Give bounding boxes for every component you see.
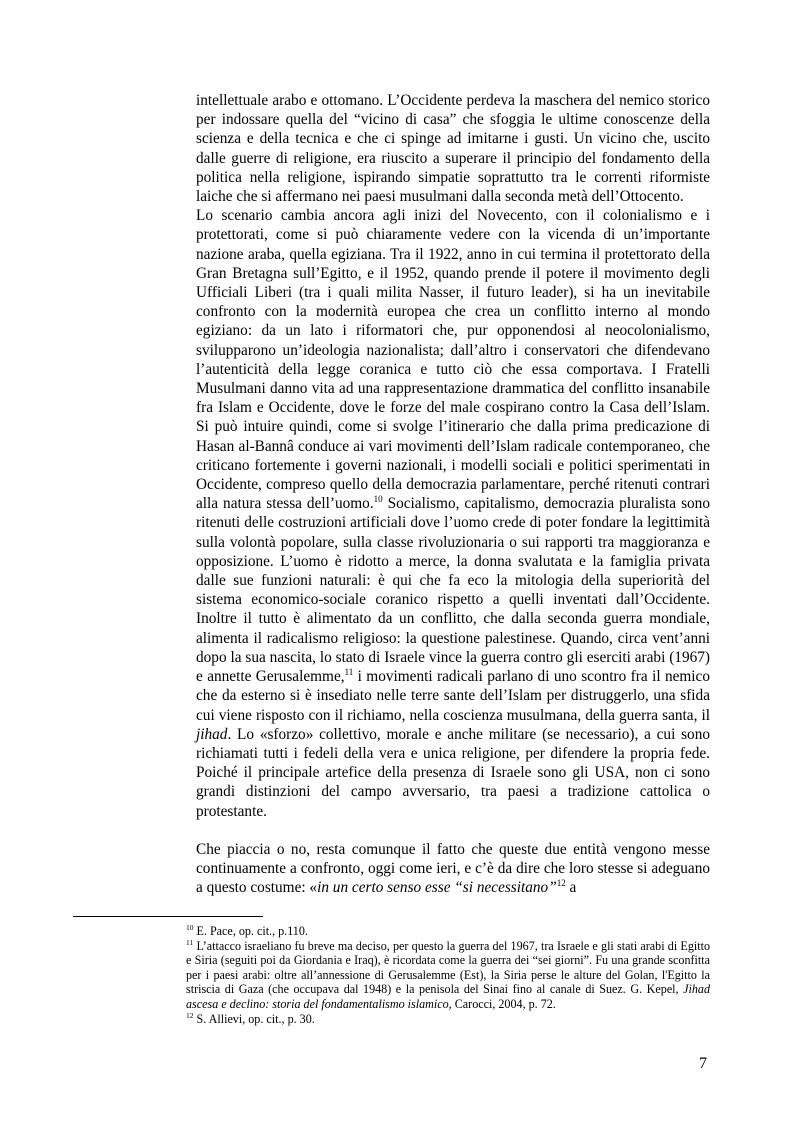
footnote-ref-12[interactable]: 12: [556, 878, 566, 889]
footnote-separator: [73, 916, 263, 917]
footnote-ref-10[interactable]: 10: [373, 494, 383, 505]
paragraph-3: Che piaccia o no, resta comunque il fatto che queste due entità vengono messe continuamente a confronto, oggi come ieri, e c’è da dire che loro stesse si adeguano a questo costume: «in un certo senso esse “si necessitano”$^{12}$ a: [196, 840, 710, 897]
body-text: [196, 91, 710, 897]
book-title: Jihad ascesa e declino: storia del fondamentalismo islamico,: [186, 982, 710, 1011]
footnote-number: 10: [186, 922, 194, 932]
footnote-ref-11[interactable]: 11: [344, 667, 354, 677]
footnote-11: $^{11}$ L’attacco israeliano fu breve ma deciso, per questo la guerra del 1967, tra Israele e gli stati arabi di Egitto e Siria (seguiti poi da Giordania e Iraq), è ricordata come la guerra dei “sei giorni”. Fu una grande sconfitta per i paesi arabi: oltre all’annessione di Gerusalemme (Est), la Siria perse le alture del Golan, l'Egitto la striscia di Gaza (che occupava dal 1948) e la penisola del Sinai fino al canale di Suez. G. Kepel, Jihad ascesa e declino: storia del fondamentalismo islamico, Carocci, 2004, p. 72.: [186, 937, 710, 1011]
footnotes: [186, 924, 710, 1026]
quotation-text: in un certo senso esse “si necessitano”: [317, 879, 557, 897]
footnote-10: $^{10}$ E. Pace, op. cit., p.110.: [186, 922, 308, 938]
paragraph-1: intellettuale arabo e ottomano. L’Occidente perdeva la maschera del nemico storico per indossare quella del “vicino di casa” che sfoggia le ultime conoscenze della scienza e della tecnica e che ci spinge ad imitarne i gusti. Un vicino che, uscito dalle guerre di religione, era riuscito a superare il principio del fondamento della politica nella religione, ispirando simpatie soprattutto tra le correnti riformiste laiche che si affermano nei paesi musulmani dalla seconda metà dell’Ottocento.: [196, 92, 710, 206]
footnote-number: 12: [186, 1010, 194, 1020]
paragraph-2: Lo scenario cambia ancora agli inizi del Novecento, con il colonialismo e i protettorati, come si può chiaramente vedere con la vicenda di un’importante nazione araba, quella egiziana. Tra il 1922, anno in cui termina il protettorato della Gran Bretagna sull’Egitto, e il 1952, quando prende il potere il movimento degli Ufficiali Liberi (tra i quali milita Nasser, il futuro leader), si ha un inevitabile confronto con la modernità europea che crea un conflitto interno al mondo egiziano: da un lato i riformatori che, pur opponendosi al neocolonialismo, svilupparono un’ideologia nazionalista; dall’altro i conservatori che difendevano l’autenticità della legge coranica e tutto ciò che essa comportava. I Fratelli Musulmani danno vita ad una rappresentazione drammatica del conflitto insanabile fra Islam e Occidente, dove le forze del male cospirano contro la Casa dell’Islam. Si può intuire quindi, come si svolge l’itinerario che dalla prima predicazione di Hasan al-Bannâ conduce ai vari movimenti dell’Islam radicale contemporaneo, che criticano fortemente i governi nazionali, i modelli sociali e politici sperimentati in Occidente, compreso quello della democrazia parlamentare, perché ritenuti contrari alla natura stessa dell’uomo.$^{10}$ Socialismo, capitalismo, democrazia pluralista sono ritenuti delle costruzioni artificiali dove l’uomo crede di poter fondare la legittimità sulla volontà popolare, sulla classe rivoluzionaria o sui rapporti tra maggioranza e opposizione. L’uomo è ridotto a merce, la donna svalutata e la famiglia privata dalle sue funzioni naturali: è qui che fa eco la mitologia della superiorità del sistema economico-sociale coranico rispetto a quelli inventati dall’Occidente. Inoltre il tutto è alimentato da un conflitto, che dalla seconda guerra mondiale, alimenta il radicalismo religioso: la questione palestinese. Quando, circa vent’anni dopo la sua nascita, lo stato di Israele vince la guerra contro gli eserciti arabi (1967) e annette Gerusalemme,$^{11}$ i movimenti radicali parlano di uno scontro fra il nemico che da esterno si è insediato nelle terre sante dell’Islam per distruggerlo, una sfida cui viene risposto con il richiamo, nella coscienza musulmana, della guerra santa, il jihad. Lo «sforzo» collettivo, morale e anche militare (se necessario), a cui sono richiamati tutti i fedeli della vera e unica religione, per difendere la propria fede. Poiché il principale artefice della presenza di Israele sono gli USA, non ci sono grandi distinzioni del campo avversario, tra paesi a tradizione cattolica o protestante.: [196, 207, 710, 820]
jihad-term: jihad: [196, 725, 228, 743]
page-number: 7: [699, 1055, 707, 1072]
footnote-12: $^{12}$ S. Allievi, op. cit., p. 30.: [186, 1010, 315, 1026]
footnote-number: 11: [186, 937, 194, 947]
